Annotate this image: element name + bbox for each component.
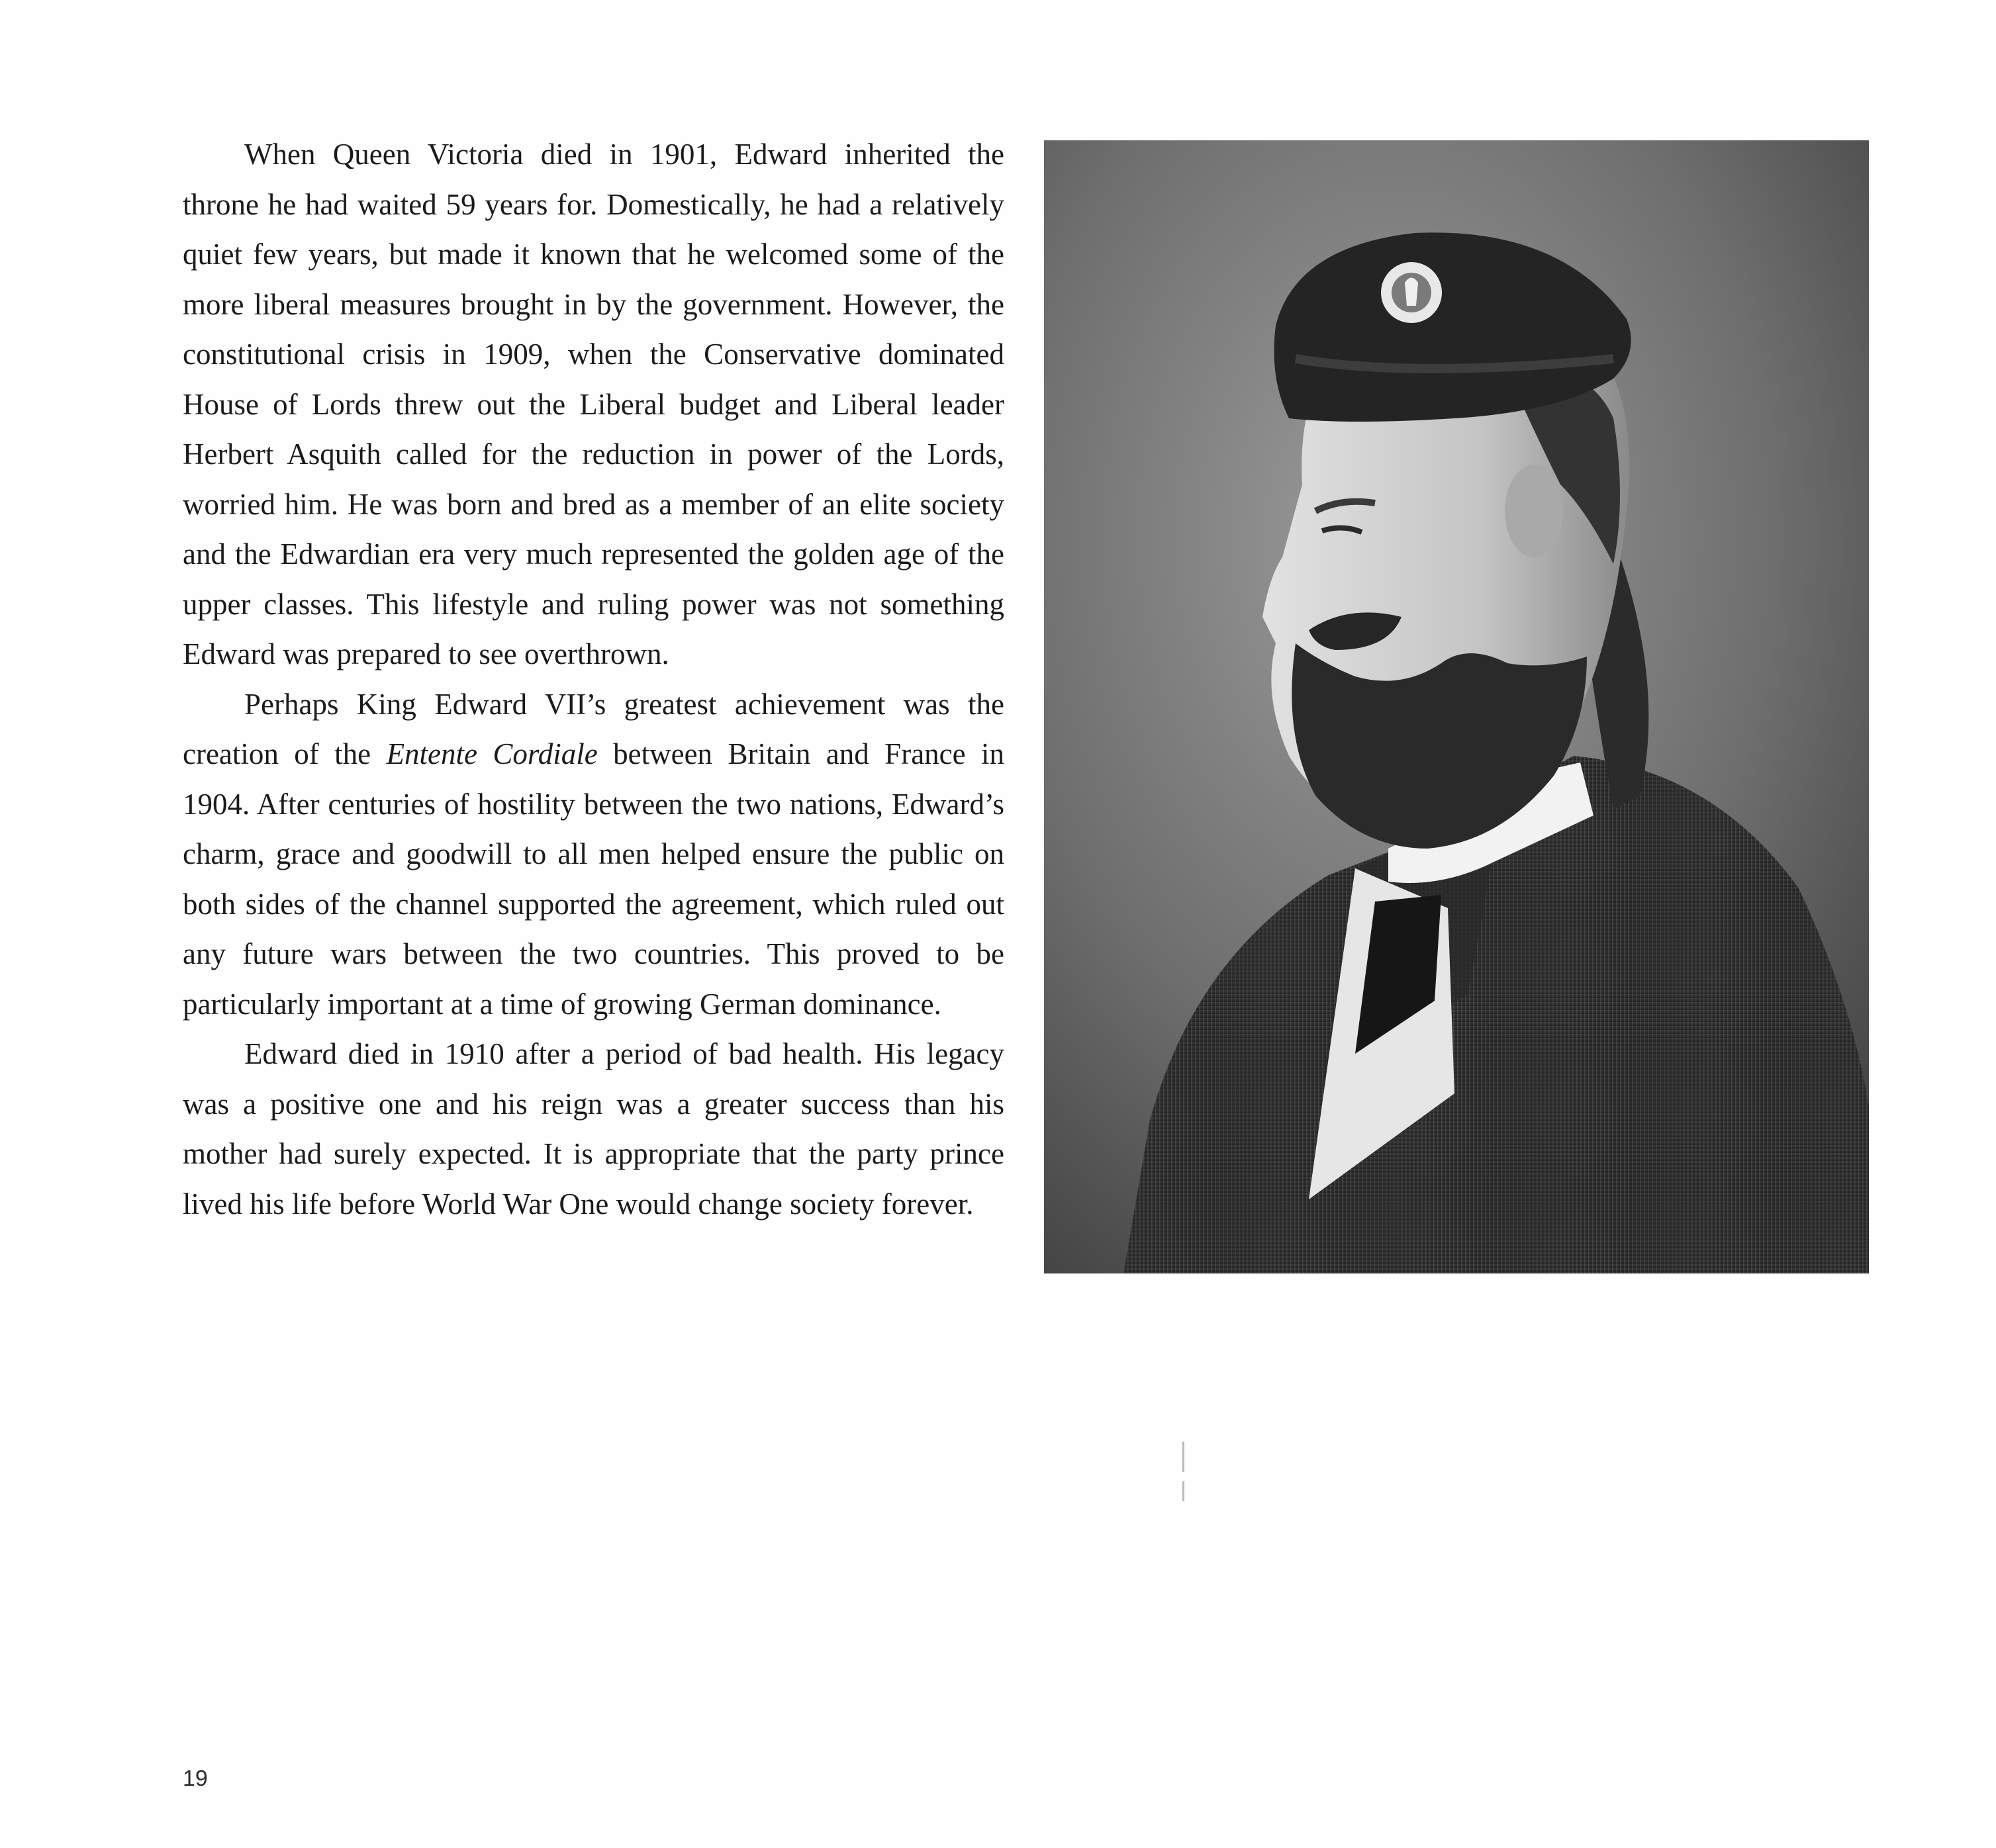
body-text: [183, 130, 1004, 1229]
paragraph-2-rest: between Britain and France in 1904. After centuries of hostility between the two nations, Edward’s charm, grace and goodwill to all men helped ensure the public on both sides of the channel supported the agreement, which ruled out any future wars between the two countries. This proved to be particularly important at a time of growing German dominance.: [183, 737, 1005, 1021]
scan-mark: [1182, 1442, 1184, 1472]
paragraph-1: When Queen Victoria died in 1901, Edward inherited the throne he had waited 59 years for. Domestically, he had a relatively quiet few years, but made it known that he welcomed some of the more liberal measures brought in by the government. However, the constitutional crisis in 1909, when the Conservative dominated House of Lords threw out the Liberal budget and Liberal leader Herbert Asquith called for the reduction in power of the Lords, worried him. He was born and bred as a member of an elite society and the Edwardian era very much represented the golden age of the upper classes. This lifestyle and ruling power was not something Edward was prepared to see overthrown.: [183, 138, 1004, 670]
entente-cordiale-italic: Entente Cordiale: [386, 737, 598, 770]
paragraph-3: Edward died in 1910 after a period of bad health. His legacy was a positive one and his reign was a greater success than his mother had surely expected. It is appropriate that the party prince lived his life before World War One would change society forever.: [183, 1037, 1004, 1221]
scan-mark: [1182, 1481, 1184, 1501]
portrait-photo: [1044, 140, 1869, 1273]
paragraph-2: [183, 680, 1004, 1030]
cap-badge-emblem: [1405, 278, 1418, 306]
portrait-illustration: [1044, 140, 1869, 1273]
ear: [1505, 465, 1563, 557]
paragraph-2-lead: Perhaps King Edward VII’s greatest achievement was the creation of the: [183, 687, 1004, 770]
page-number: 19: [183, 1766, 208, 1791]
